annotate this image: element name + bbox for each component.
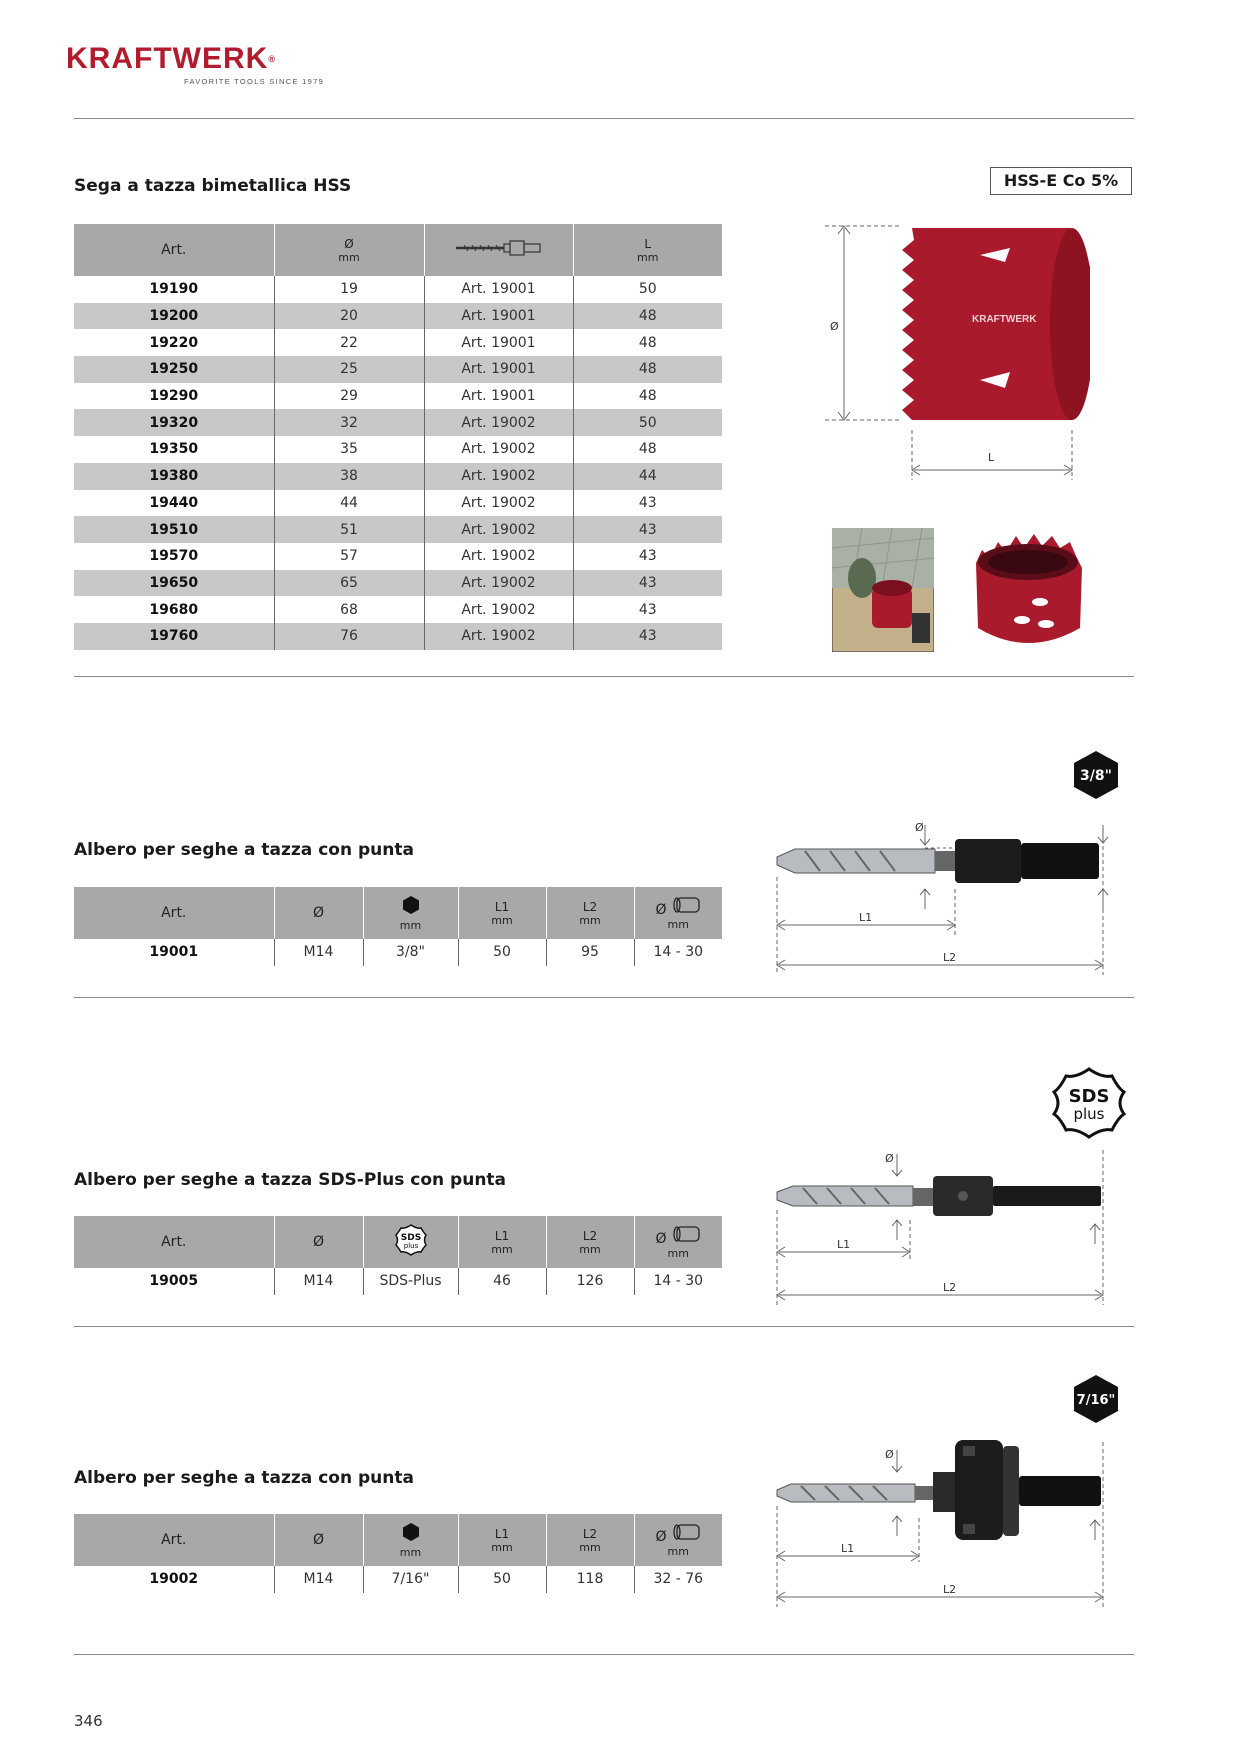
brand-registered: ® — [268, 54, 276, 64]
cell-arbor: Art. 19002 — [424, 516, 573, 543]
diagram-l2-label: L2 — [943, 1281, 957, 1294]
cell-hex: 7/16" — [363, 1566, 458, 1593]
cell-range: 14 - 30 — [634, 1268, 722, 1295]
col-range-unit: mm — [667, 917, 689, 931]
cell-art: 19760 — [74, 623, 274, 650]
diagram-dia-label: Ø — [885, 1448, 894, 1461]
cell-art: 19510 — [74, 516, 274, 543]
col-l1-unit: mm — [491, 913, 513, 927]
cell-dia: 22 — [274, 329, 424, 356]
table-row — [74, 570, 722, 597]
cell-length: 48 — [573, 383, 722, 410]
table-row — [74, 490, 722, 517]
cell-art: 19002 — [149, 1571, 199, 1588]
cell-art: 19250 — [74, 356, 274, 383]
col-l-unit: mm — [637, 250, 659, 264]
cell-arbor: Art. 19002 — [424, 463, 573, 490]
cell-length: 48 — [573, 329, 722, 356]
section1-title: Sega a tazza bimetallica HSS — [74, 176, 352, 196]
table-row — [74, 276, 722, 303]
cell-l1: 46 — [458, 1268, 546, 1295]
cell-arbor: Art. 19001 — [424, 276, 573, 303]
cell-length: 48 — [573, 436, 722, 463]
saw-cup-icon — [671, 1225, 701, 1243]
col-l1: L1 — [494, 899, 510, 914]
table-row — [74, 623, 722, 650]
holesaw-diagram — [820, 220, 1090, 485]
table-row — [74, 356, 722, 383]
brand-tagline: FAVORITE TOOLS SINCE 1979 — [184, 77, 325, 86]
cell-dia: 76 — [274, 623, 424, 650]
table-row — [74, 516, 722, 543]
hex-icon — [402, 895, 420, 915]
cell-arbor: Art. 19002 — [424, 436, 573, 463]
diagram-l2-label: L2 — [943, 1583, 957, 1596]
cell-shank: SDS-Plus — [363, 1268, 458, 1295]
cell-art: 19320 — [74, 409, 274, 436]
col-hex-unit: mm — [399, 1545, 422, 1559]
section3-title: Albero per seghe a tazza SDS-Plus con punta — [74, 1170, 507, 1190]
cell-length: 50 — [573, 409, 722, 436]
arbor-table-19002 — [74, 1514, 722, 1593]
col-l2-unit: mm — [579, 913, 601, 927]
table-header-row — [74, 1216, 722, 1268]
cell-arbor: Art. 19002 — [424, 623, 573, 650]
holesaw-table — [74, 224, 722, 650]
hex-badge — [1073, 750, 1119, 800]
col-l-symbol: L — [644, 236, 652, 251]
col-range-unit: mm — [667, 1544, 689, 1558]
arbor-table-19001 — [74, 887, 722, 966]
cell-arbor: Art. 19002 — [424, 409, 573, 436]
col-l1: L1 — [494, 1228, 510, 1243]
cell-length: 43 — [573, 623, 722, 650]
cell-dia: 20 — [274, 303, 424, 330]
cell-arbor: Art. 19002 — [424, 596, 573, 623]
hex-badge — [1073, 1374, 1119, 1424]
cell-dia: 68 — [274, 596, 424, 623]
cell-range: 32 - 76 — [634, 1566, 722, 1593]
divider — [74, 997, 1134, 998]
cell-l1: 50 — [458, 1566, 546, 1593]
cell-arbor: Art. 19002 — [424, 490, 573, 517]
cell-dia: 19 — [274, 276, 424, 303]
col-l1-unit: mm — [491, 1540, 513, 1554]
cell-length: 43 — [573, 543, 722, 570]
table-header-row — [74, 1514, 722, 1566]
cell-art: 19220 — [149, 334, 199, 351]
saw-cup-icon — [671, 896, 701, 914]
col-l2-unit: mm — [579, 1540, 601, 1554]
cell-length: 43 — [573, 516, 722, 543]
col-l2-unit: mm — [579, 1242, 601, 1256]
cell-length: 43 — [573, 490, 722, 517]
diagram-l-label: L — [988, 451, 995, 464]
sds-badge-line2: plus — [1073, 1105, 1105, 1123]
col-l2: L2 — [582, 1526, 598, 1541]
table-row — [74, 463, 722, 490]
saw-cup-icon — [671, 1523, 701, 1541]
col-dia: Ø — [312, 1532, 325, 1548]
cell-range: 14 - 30 — [634, 939, 722, 966]
cell-dia: 25 — [274, 356, 424, 383]
col-range-unit: mm — [667, 1246, 689, 1260]
col-dia: Ø — [312, 1234, 325, 1250]
col-l1: L1 — [494, 1526, 510, 1541]
col-dia-symbol: Ø — [344, 236, 354, 251]
divider — [74, 1326, 1134, 1327]
cell-arbor: Art. 19001 — [424, 329, 573, 356]
cell-art: 19380 — [74, 463, 274, 490]
cell-art: 19190 — [149, 281, 199, 298]
sds-plus-badge — [1052, 1066, 1126, 1140]
saw-brand-text: KRAFTWERK — [972, 314, 1037, 325]
table-row — [74, 1566, 722, 1593]
col-range-symbol: Ø — [655, 901, 667, 918]
cell-length: 43 — [573, 570, 722, 597]
hex-badge-label: 3/8" — [1080, 768, 1112, 784]
svg-text:SDS: SDS — [400, 1233, 421, 1243]
cell-art: 19290 — [149, 388, 199, 405]
cell-dia: 38 — [274, 463, 424, 490]
cell-dia: M14 — [274, 939, 363, 966]
section2-title: Albero per seghe a tazza con punta — [74, 840, 414, 860]
cell-dia: 29 — [274, 383, 424, 410]
cell-length: 44 — [573, 463, 722, 490]
cell-dia: 65 — [274, 570, 424, 597]
cell-arbor: Art. 19001 — [424, 303, 573, 330]
arbor-icon — [454, 238, 544, 258]
cell-dia: 35 — [274, 436, 424, 463]
col-art: Art. — [161, 1234, 187, 1250]
arbor-diagram-19005 — [775, 1140, 1135, 1310]
holesaw-photo — [968, 528, 1088, 652]
col-l2: L2 — [582, 899, 598, 914]
col-art: Art. — [161, 905, 187, 921]
svg-text:plus: plus — [403, 1242, 418, 1250]
hex-badge-label: 7/16" — [1076, 1393, 1116, 1408]
table-row — [74, 329, 722, 356]
cell-l1: 50 — [458, 939, 546, 966]
table-row — [74, 383, 722, 410]
cell-dia: 51 — [274, 516, 424, 543]
material-badge: HSS-E Co 5% — [990, 167, 1132, 195]
cell-art: 19650 — [74, 570, 274, 597]
divider — [74, 118, 1134, 119]
sds-plus-icon — [394, 1223, 428, 1257]
diagram-l1-label: L1 — [837, 1238, 851, 1251]
divider — [74, 676, 1134, 677]
table-row — [74, 939, 722, 966]
table-header-row — [74, 224, 722, 276]
hex-icon — [402, 1522, 420, 1542]
page-number: 346 — [74, 1712, 103, 1730]
cell-art: 19570 — [149, 548, 199, 565]
table-row — [74, 436, 722, 463]
cell-l2: 95 — [546, 939, 634, 966]
cell-arbor: Art. 19002 — [424, 570, 573, 597]
cell-arbor: Art. 19001 — [424, 383, 573, 410]
cell-art: 19005 — [149, 1273, 199, 1290]
cell-art: 19680 — [149, 601, 199, 618]
cell-dia: 57 — [274, 543, 424, 570]
diagram-dia-label: Ø — [885, 1152, 894, 1165]
col-l1-unit: mm — [491, 1242, 513, 1256]
table-row — [74, 543, 722, 570]
cell-arbor: Art. 19002 — [424, 543, 573, 570]
table-row — [74, 409, 722, 436]
brand-name: KRAFTWERK — [66, 42, 269, 75]
col-dia-unit: mm — [338, 250, 360, 264]
cell-length: 48 — [573, 303, 722, 330]
section4-title: Albero per seghe a tazza con punta — [74, 1468, 414, 1488]
col-hex-unit: mm — [399, 918, 422, 932]
table-row — [74, 1268, 722, 1295]
col-art: Art. — [161, 1532, 187, 1548]
cell-arbor: Art. 19001 — [424, 356, 573, 383]
diagram-l1-label: L1 — [841, 1542, 855, 1555]
cell-hex: 3/8" — [363, 939, 458, 966]
brand-logo — [66, 44, 324, 86]
arbor-diagram-19002 — [775, 1432, 1135, 1610]
col-art: Art. — [161, 242, 187, 258]
col-l2: L2 — [582, 1228, 598, 1243]
cell-art: 19200 — [74, 303, 274, 330]
col-range-symbol: Ø — [655, 1528, 667, 1545]
divider — [74, 1654, 1134, 1655]
cell-l2: 126 — [546, 1268, 634, 1295]
cell-dia: M14 — [274, 1566, 363, 1593]
diagram-dia-label: Ø — [830, 320, 839, 333]
diagram-dia-label: Ø — [915, 821, 924, 834]
sds-badge-line1: SDS — [1068, 1086, 1110, 1107]
diagram-l1-label: L1 — [859, 911, 873, 924]
cell-length: 50 — [573, 276, 722, 303]
cell-l2: 118 — [546, 1566, 634, 1593]
cell-art: 19350 — [149, 441, 199, 458]
arbor-table-19005 — [74, 1216, 722, 1295]
cell-dia: 44 — [274, 490, 424, 517]
col-range-symbol: Ø — [655, 1230, 667, 1247]
cell-length: 48 — [573, 356, 722, 383]
cell-dia: 32 — [274, 409, 424, 436]
diagram-l2-label: L2 — [943, 951, 957, 964]
cell-length: 43 — [573, 596, 722, 623]
arbor-diagram-19001 — [775, 805, 1135, 980]
table-header-row — [74, 887, 722, 939]
table-row — [74, 596, 722, 623]
usage-photo — [832, 528, 934, 652]
cell-art: 19440 — [149, 494, 199, 511]
cell-art: 19001 — [149, 944, 199, 961]
cell-dia: M14 — [274, 1268, 363, 1295]
table-row — [74, 303, 722, 330]
col-dia: Ø — [312, 905, 325, 921]
